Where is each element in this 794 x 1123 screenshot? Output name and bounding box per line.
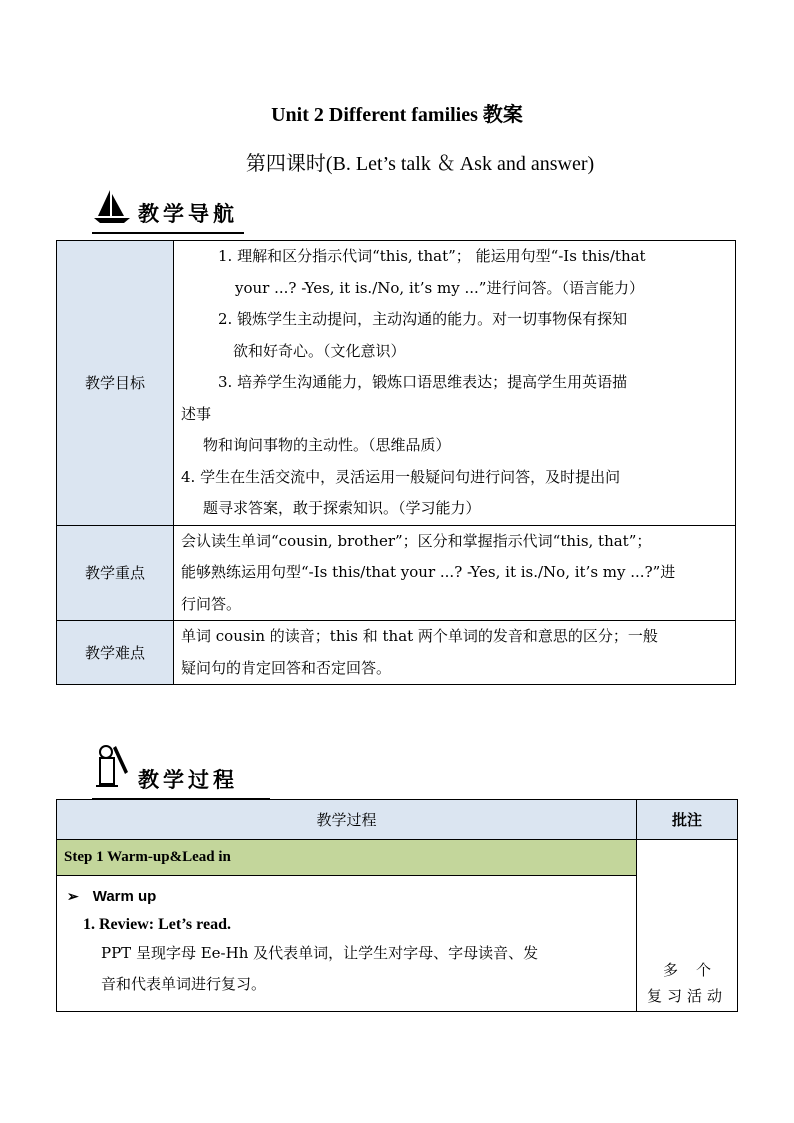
table-row [57,621,736,685]
arrow-bullet-icon: ➢ [67,887,79,904]
table-row [57,840,738,876]
bullet-label: Warm up [92,887,157,905]
column-header-notes: 批注 [637,800,738,840]
objective-line: 物和询问事物的主动性。（思维品质） [203,436,451,454]
warm-up-bullet [67,882,628,910]
section-guide-heading [92,188,238,228]
sailboat-icon [92,188,132,228]
section-guide-underline [92,232,244,234]
section-process-label: 教学过程 [138,768,238,792]
objective-line: 题寻求答案，敢于探索知识。（学习能力） [203,499,481,517]
objective-line: 2. 锻炼学生主动提问，主动沟通的能力。对一切事物保有探知 [218,310,628,328]
table-row [57,241,736,526]
objective-line: 述事 [181,404,212,423]
lesson-subtitle: 第四课时(B. Let’s talk ＆ Ask and answer) [245,153,595,175]
difficulty-line: 疑问句的肯定回答和否定回答。 [181,658,392,677]
goals-table [56,240,736,685]
review-paragraph-line: 音和代表单词进行复习。 [101,975,267,993]
table-header-row [57,800,738,840]
note-cell [637,840,738,1012]
document-title: Unit 2 Different families 教案 [271,104,523,126]
key-point-line: 能够熟练运用句型“-Is this/that your ...? -Yes, it is./No, it’s my ...?”进 [181,563,676,581]
key-point-line: 会认读生单词“cousin, brother”；区分和掌握指示代词“this, that”； [181,531,652,550]
row-head-objectives: 教学目标 [57,241,174,526]
key-points-content [174,525,736,621]
row-head-key-points: 教学重点 [57,525,174,621]
table-row [57,525,736,621]
objectives-content [174,241,736,526]
review-title: 1. Review: Let’s read. [83,916,231,933]
key-point-line: 行问答。 [181,594,242,613]
objective-line: 3. 培养学生沟通能力，锻炼口语思维表达；提高学生用英语描 [218,373,628,391]
section-process-heading [92,742,238,794]
review-paragraph-line: PPT 呈现字母 Ee-Hh 及代表单词，让学生对字母、字母读音、发 [101,944,539,962]
objective-line: 欲和好奇心。（文化意识） [233,341,406,360]
note-line: 复习活动 [646,987,727,1005]
difficulty-line: 单词 cousin 的读音；this 和 that 两个单词的发音和意思的区分；一般 [181,627,658,645]
step-title: Step 1 Warm-up&Lead in [57,840,637,876]
column-header-process: 教学过程 [57,800,637,840]
difficulties-content [174,621,736,685]
table-row [57,876,738,1012]
row-head-difficulties: 教学难点 [57,621,174,685]
objective-line: 1. 理解和区分指示代词“this, that”； 能运用句型“-Is this/that [218,247,646,265]
process-table [56,799,738,1012]
objective-line: your ...? -Yes, it is./No, it’s my ...”进行问答。（语言能力） [235,278,644,297]
step-body [57,876,637,1012]
note-line: 多个 [662,961,729,979]
pencil-figure-icon [92,742,132,794]
objective-line: 4. 学生在生活交流中，灵活运用一般疑问句进行问答，及时提出问 [181,467,621,486]
section-guide-label: 教学导航 [138,202,238,226]
